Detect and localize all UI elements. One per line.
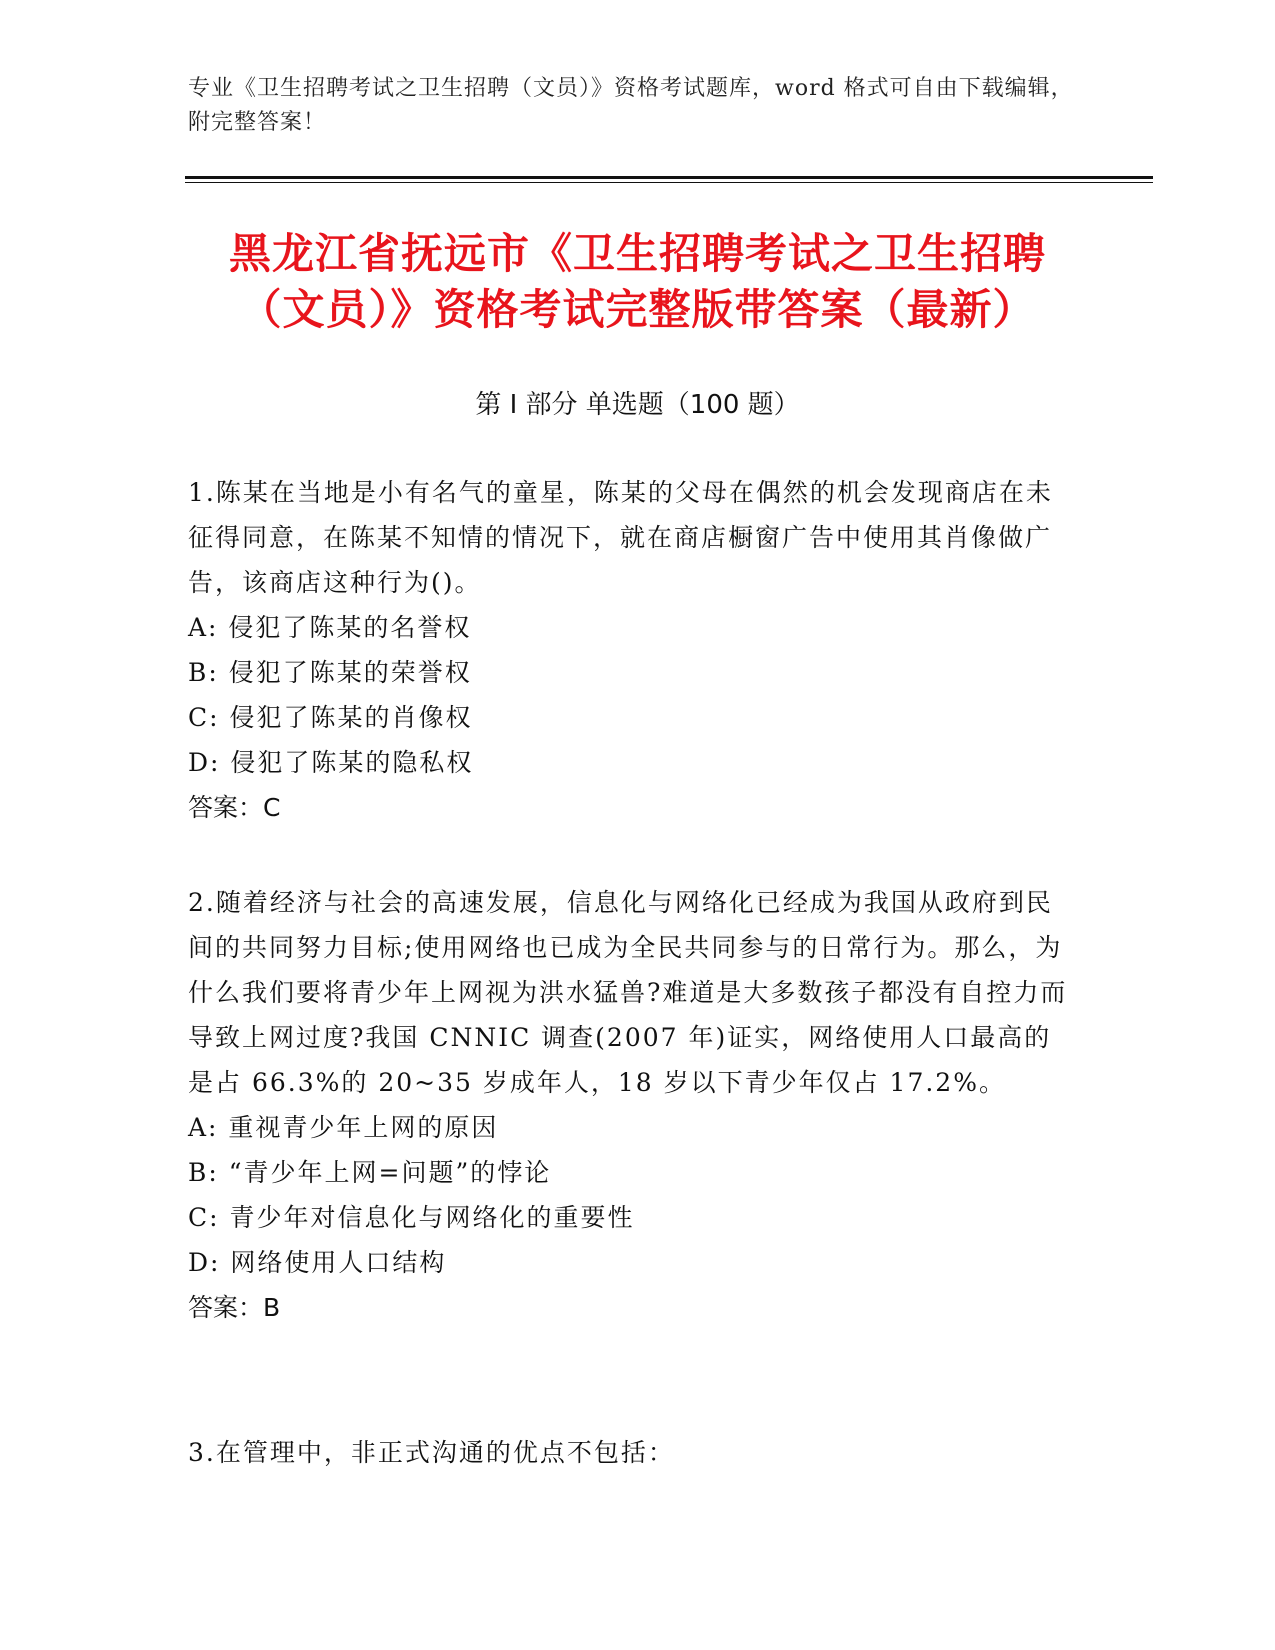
answer: 答案：B	[188, 1293, 281, 1322]
question-stem: 2.随着经济与社会的高速发展，信息化与网络化已经成为我国从政府到民间的共同努力目标;使用网络也已成为全民共同参与的日常行为。那么，为什么我们要将青少年上网视为洪水猛兽?难道是大多数孩子都没有自控力而导致上网过度?我国 CNNIC 调查(2007 年)证实，网络使用人口最高的是占 66.3%的 20~35 岁成年人，18 岁以下青少年仅占 17.2%。	[188, 888, 1068, 1097]
question-stem: 1.陈某在当地是小有名气的童星，陈某的父母在偶然的机会发现商店在未征得同意，在陈某不知情的情况下，就在商店橱窗广告中使用其肖像做广告，该商店这种行为()。	[188, 478, 1053, 597]
option-c: C: 侵犯了陈某的肖像权	[188, 703, 473, 732]
option-b: B: 侵犯了陈某的荣誉权	[188, 658, 472, 687]
header-divider-thin	[185, 182, 1153, 183]
question-2	[188, 880, 1078, 1330]
document-title-line-2: （文员）》资格考试完整版带答案（最新）	[239, 285, 1036, 334]
question-stem: 3.在管理中，非正式沟通的优点不包括：	[188, 1438, 675, 1467]
document-title	[160, 226, 1115, 338]
question-1	[188, 470, 1078, 830]
option-a: A: 侵犯了陈某的名誉权	[188, 613, 472, 642]
section-heading: 第 I 部分 单选题（100 题）	[475, 390, 800, 420]
option-c: C: 青少年对信息化与网络化的重要性	[188, 1203, 635, 1232]
option-b: B: “青少年上网=问题”的悖论	[188, 1158, 552, 1187]
option-d: D: 侵犯了陈某的隐私权	[188, 748, 474, 777]
header-divider-thick	[185, 176, 1153, 179]
header-note: 专业《卫生招聘考试之卫生招聘（文员）》资格考试题库，word 格式可自由下载编辑，附完整答案！	[188, 76, 1074, 135]
question-3	[188, 1430, 1078, 1475]
document-title-line-1: 黑龙江省抚远市《卫生招聘考试之卫生招聘	[228, 229, 1046, 278]
option-a: A: 重视青少年上网的原因	[188, 1113, 499, 1142]
option-d: D: 网络使用人口结构	[188, 1248, 447, 1277]
answer: 答案：C	[188, 793, 281, 822]
